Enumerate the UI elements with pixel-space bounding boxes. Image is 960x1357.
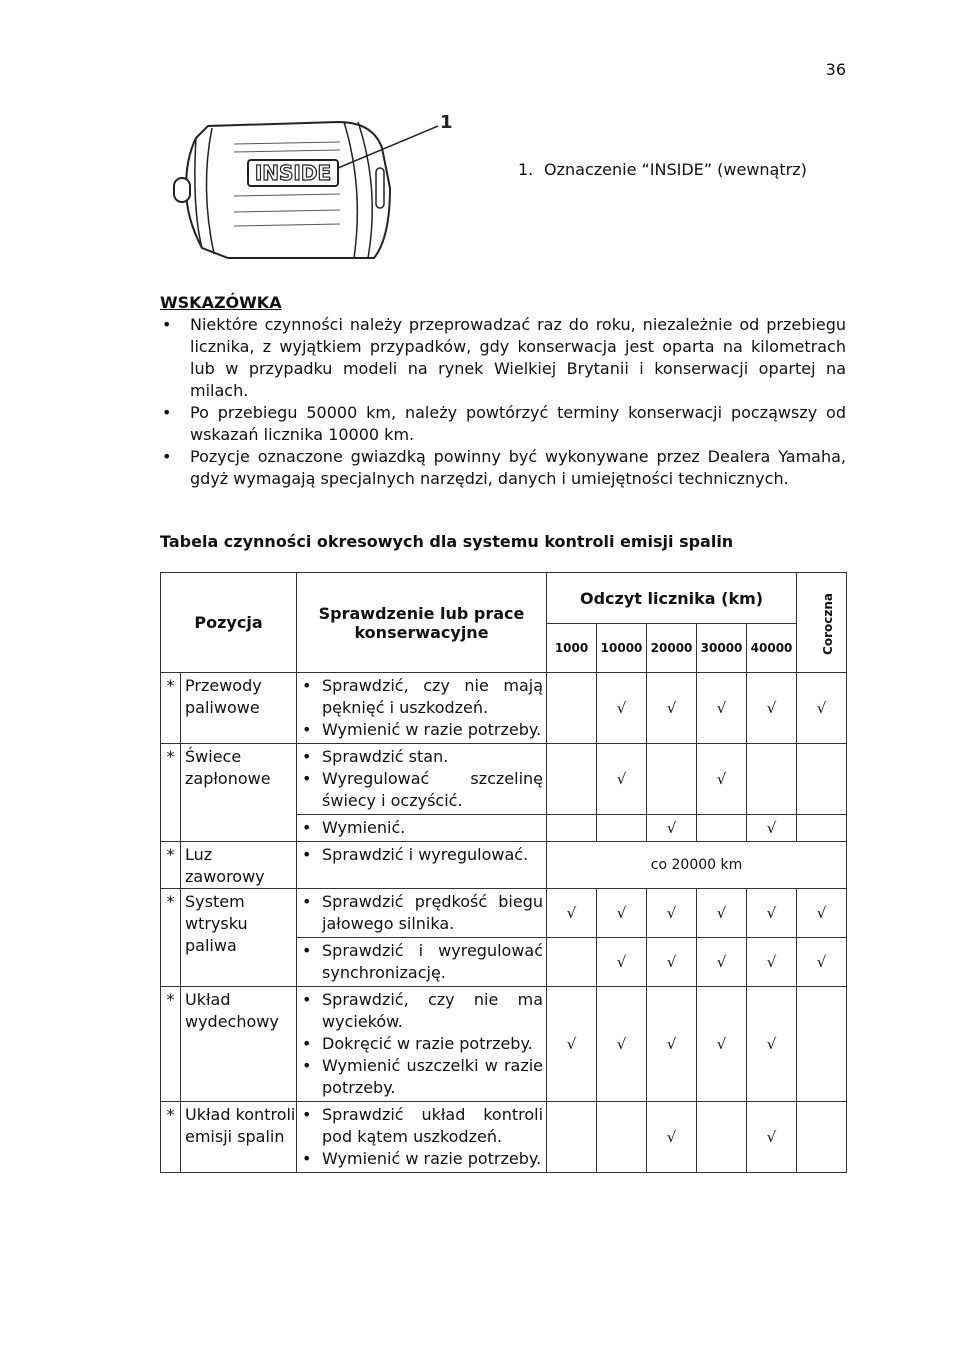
header-km-40000: 40000 — [747, 624, 797, 673]
table-row — [161, 889, 847, 938]
check-cell: √ — [747, 815, 797, 842]
header-km-30000: 30000 — [697, 624, 747, 673]
check-cell — [797, 987, 847, 1102]
figure-caption — [518, 160, 807, 179]
star-mark: * — [161, 842, 181, 889]
bullet: • — [302, 769, 312, 788]
action-item — [300, 675, 543, 719]
header-km-20000: 20000 — [647, 624, 697, 673]
action-item — [300, 746, 543, 768]
table-title: Tabela czynności okresowych dla systemu kontroli emisji spalin — [160, 532, 734, 551]
check-cell — [547, 673, 597, 744]
caption-text: Oznaczenie “INSIDE” (wewnątrz) — [544, 160, 807, 179]
bullet: • — [302, 720, 312, 739]
check-cell: √ — [747, 1102, 797, 1173]
bullet: • — [302, 1056, 312, 1075]
maintenance-table — [160, 572, 847, 1173]
check-cell — [697, 815, 747, 842]
row-actions — [297, 744, 547, 815]
row-actions — [297, 842, 547, 889]
check-cell: √ — [547, 987, 597, 1102]
bullet: • — [302, 1105, 312, 1124]
note-item — [160, 446, 846, 490]
bullet: • — [302, 1149, 312, 1168]
note-title: WSKAZÓWKA — [160, 293, 282, 312]
check-cell: √ — [747, 987, 797, 1102]
check-cell: √ — [647, 938, 697, 987]
note-text: Niektóre czynności należy przeprowadzać raz do roku, niezależnie od przebiegu licznika, z wyjątkiem przypadków, gdy konserwacja jest oparta na kilometrach lub w przypadku modeli na rynek Wielkiej Brytanii i konserwacji opartej na milach. — [190, 315, 846, 400]
bullet: • — [302, 747, 312, 766]
check-cell: √ — [647, 889, 697, 938]
header-annual — [797, 573, 847, 673]
check-cell — [547, 744, 597, 815]
check-cell — [797, 815, 847, 842]
header-odometer: Odczyt licznika (km) — [547, 573, 797, 624]
action-item — [300, 844, 543, 866]
check-cell: √ — [597, 987, 647, 1102]
caption-number: 1. — [518, 160, 534, 179]
check-cell — [697, 1102, 747, 1173]
bullet: • — [302, 941, 312, 960]
row-item: Układ kontroli emisji spalin — [181, 1102, 297, 1173]
table-row — [161, 1102, 847, 1173]
check-cell: √ — [797, 889, 847, 938]
row-actions — [297, 987, 547, 1102]
action-item — [300, 1104, 543, 1148]
action-text: Sprawdzić stan. — [322, 747, 449, 766]
bullet: • — [162, 447, 172, 466]
bullet: • — [302, 990, 312, 1009]
bullet: • — [302, 1034, 312, 1053]
bullet: • — [162, 315, 172, 334]
check-cell: √ — [647, 1102, 697, 1173]
row-item: Układ wydechowy — [181, 987, 297, 1102]
row-item: Luz zaworowy — [181, 842, 297, 889]
note-item — [160, 314, 846, 402]
check-cell — [647, 744, 697, 815]
check-cell: √ — [797, 673, 847, 744]
check-cell — [797, 744, 847, 815]
inside-label: INSIDE — [254, 161, 332, 185]
check-cell: √ — [697, 987, 747, 1102]
check-cell — [547, 815, 597, 842]
note-section — [160, 292, 846, 490]
action-text: Sprawdzić prędkość biegu jałowego silnika. — [322, 892, 544, 933]
check-cell: √ — [747, 673, 797, 744]
star-mark: * — [161, 987, 181, 1102]
check-cell — [547, 938, 597, 987]
bullet: • — [302, 818, 312, 837]
action-text: Wymienić. — [322, 818, 406, 837]
action-text: Wymienić uszczelki w razie potrzeby. — [322, 1056, 544, 1097]
action-text: Wymienić w razie potrzeby. — [322, 720, 542, 739]
action-text: Sprawdzić i wyregulować synchronizację. — [322, 941, 544, 982]
row-actions — [297, 938, 547, 987]
star-mark: * — [161, 889, 181, 987]
check-cell: √ — [547, 889, 597, 938]
row-actions — [297, 889, 547, 938]
action-text: Sprawdzić układ kontroli pod kątem uszkodzeń. — [322, 1105, 544, 1146]
action-text: Sprawdzić, czy nie ma wycieków. — [322, 990, 544, 1031]
check-cell: √ — [697, 744, 747, 815]
action-text: Dokręcić w razie potrzeby. — [322, 1034, 533, 1053]
check-cell: √ — [747, 938, 797, 987]
table-row — [161, 744, 847, 815]
check-cell: √ — [647, 987, 697, 1102]
inside-filter-illustration — [168, 108, 468, 268]
action-item — [300, 1148, 543, 1170]
action-text: Sprawdzić i wyregulować. — [322, 845, 529, 864]
action-text: Sprawdzić, czy nie mają pęknięć i uszkodzeń. — [322, 676, 544, 717]
action-item — [300, 989, 543, 1033]
row-item: Świece zapłonowe — [181, 744, 297, 842]
table-row — [161, 842, 847, 889]
note-text: Pozycje oznaczone gwiazdką powinny być wykonywane przez Dealera Yamaha, gdyż wymagają specjalnych narzędzi, danych i umiejętności technicznych. — [190, 447, 846, 488]
action-item — [300, 1055, 543, 1099]
header-km-1000: 1000 — [547, 624, 597, 673]
header-action: Sprawdzenie lub prace konserwacyjne — [297, 573, 547, 673]
note-item — [160, 402, 846, 446]
check-cell — [597, 1102, 647, 1173]
star-mark: * — [161, 1102, 181, 1173]
action-item — [300, 768, 543, 812]
action-text: Wymienić w razie potrzeby. — [322, 1149, 542, 1168]
check-cell: √ — [747, 889, 797, 938]
bullet: • — [162, 403, 172, 422]
star-mark: * — [161, 673, 181, 744]
row-item: Przewody paliwowe — [181, 673, 297, 744]
interval-cell: co 20000 km — [547, 842, 847, 889]
star-mark: * — [161, 744, 181, 842]
action-item — [300, 940, 543, 984]
table-row — [161, 673, 847, 744]
check-cell — [597, 815, 647, 842]
check-cell: √ — [597, 744, 647, 815]
callout-number: 1 — [440, 112, 453, 133]
header-item: Pozycja — [161, 573, 297, 673]
check-cell: √ — [647, 673, 697, 744]
bullet: • — [302, 676, 312, 695]
check-cell — [797, 1102, 847, 1173]
action-item — [300, 719, 543, 741]
check-cell: √ — [797, 938, 847, 987]
check-cell: √ — [697, 889, 747, 938]
row-item: System wtrysku paliwa — [181, 889, 297, 987]
row-actions — [297, 1102, 547, 1173]
header-km-10000: 10000 — [597, 624, 647, 673]
check-cell — [547, 1102, 597, 1173]
header-annual-text: Coroczna — [821, 593, 836, 655]
check-cell: √ — [697, 673, 747, 744]
check-cell: √ — [697, 938, 747, 987]
check-cell: √ — [597, 673, 647, 744]
page-number: 36 — [825, 60, 846, 79]
check-cell: √ — [597, 889, 647, 938]
row-actions — [297, 815, 547, 842]
check-cell: √ — [597, 938, 647, 987]
bullet: • — [302, 892, 312, 911]
note-list — [160, 314, 846, 490]
action-item — [300, 891, 543, 935]
check-cell — [747, 744, 797, 815]
action-text: Wyregulować szczelinę świecy i oczyścić. — [322, 769, 544, 810]
action-item — [300, 1033, 543, 1055]
note-text: Po przebiegu 50000 km, należy powtórzyć terminy konserwacji począwszy od wskazań licznika 10000 km. — [190, 403, 846, 444]
bullet: • — [302, 845, 312, 864]
table-row — [161, 987, 847, 1102]
check-cell: √ — [647, 815, 697, 842]
action-item — [300, 817, 543, 839]
row-actions — [297, 673, 547, 744]
